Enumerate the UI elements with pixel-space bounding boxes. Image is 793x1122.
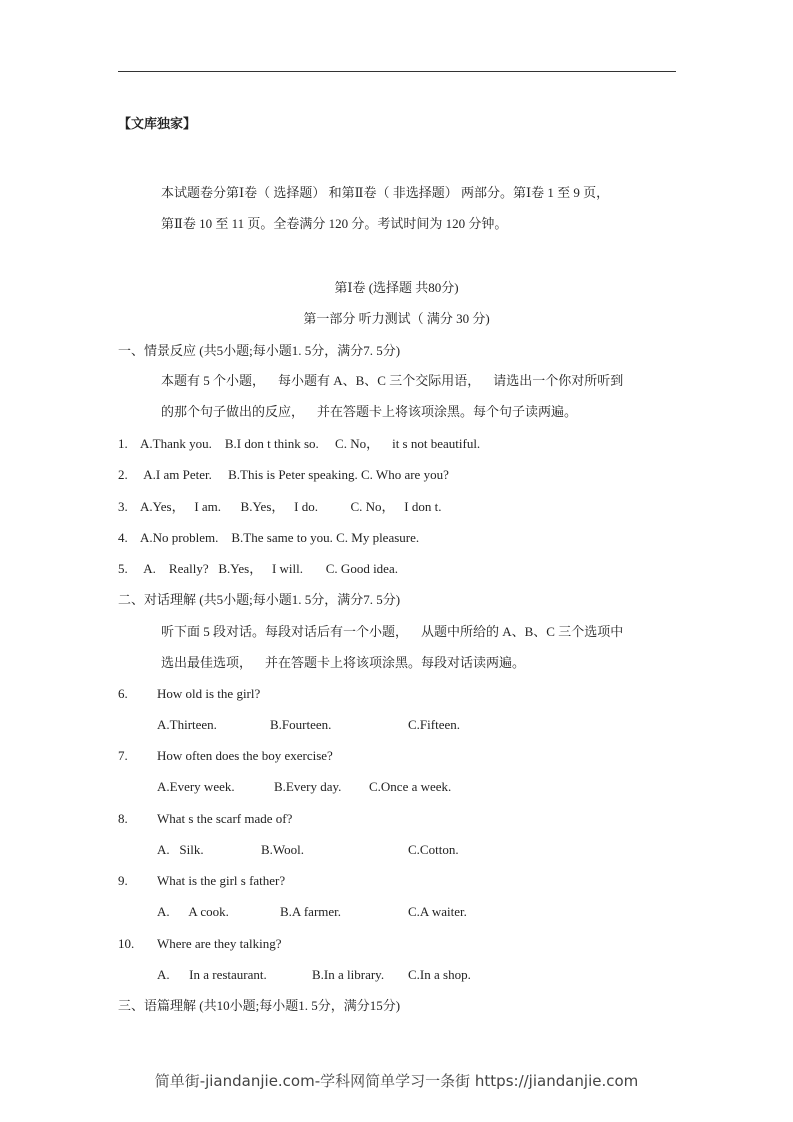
section-title: 一、情景反应 (共5小题;每小题1. 5分，满分7. 5分): [118, 343, 401, 358]
section-desc: 的那个句子做出的反应， 并在答题卡上将该项涂黑。每个句子读两遍。: [161, 404, 578, 419]
part-title: 第一部分 听力测试（ 满分 30 分): [303, 311, 490, 326]
question-text: Where are they talking?: [157, 936, 282, 951]
option-c: C.In a shop.: [408, 967, 471, 982]
question-text: What s the scarf made of?: [157, 811, 293, 826]
section-desc: 本题有 5 个小题， 每小题有 A、B、C 三个交际用语， 请选出一个你对所听到: [161, 373, 624, 388]
option-c: C.Fifteen.: [408, 717, 460, 732]
volume-title: 第Ⅰ卷 (选择题 共80分): [334, 280, 459, 295]
option-c: C.Once a week.: [369, 779, 452, 794]
question-number: 10.: [118, 936, 135, 951]
question-text: How old is the girl?: [157, 686, 261, 701]
section-title: 三、语篇理解 (共10小题;每小题1. 5分，满分15分): [118, 998, 401, 1013]
option-a: A.Thirteen.: [157, 717, 217, 732]
question-text: How often does the boy exercise?: [157, 748, 333, 763]
question-item: 1. A.Thank you. B.I don t think so. C. No， it s not beautiful.: [118, 436, 481, 451]
option-b: B.Wool.: [261, 842, 305, 857]
question-item: 2. A.I am Peter. B.This is Peter speaking. C. Who are you?: [118, 467, 449, 482]
option-a: A.Every week.: [157, 779, 235, 794]
question-item: 4. A.No problem. B.The same to you. C. My pleasure.: [118, 530, 420, 545]
header-rule: [118, 71, 676, 72]
option-a: A. Silk.: [157, 842, 204, 857]
section-desc: 选出最佳选项， 并在答题卡上将该项涂黑。每段对话读两遍。: [161, 655, 526, 670]
option-c: C.A waiter.: [408, 904, 467, 919]
tag-label: 【文库独家】: [118, 116, 197, 131]
question-item: 3. A.Yes， I am. B.Yes， I do. C. No， I don t.: [118, 499, 442, 514]
option-c: C.Cotton.: [408, 842, 459, 857]
question-text: What is the girl s father?: [157, 873, 286, 888]
section-desc: 听下面 5 段对话。每段对话后有一个小题， 从题中所给的 A、B、C 三个选项中: [161, 624, 624, 639]
section-title: 二、对话理解 (共5小题;每小题1. 5分，满分7. 5分): [118, 592, 401, 607]
footer-watermark: 简单街-jiandanjie.com-学科网简单学习一条街 https://jiandanjie.com: [154, 1072, 639, 1090]
option-a: A. A cook.: [157, 904, 229, 919]
question-number: 8.: [118, 811, 128, 826]
option-a: A. In a restaurant.: [157, 967, 267, 982]
question-number: 7.: [118, 748, 128, 763]
question-number: 9.: [118, 873, 128, 888]
intro-line: 本试题卷分第Ⅰ卷（ 选择题） 和第Ⅱ卷（ 非选择题） 两部分。第Ⅰ卷 1 至 9 页，: [161, 185, 610, 200]
question-item: 5. A. Really? B.Yes， I will. C. Good idea.: [118, 561, 398, 576]
question-number: 6.: [118, 686, 128, 701]
intro-line: 第Ⅱ卷 10 至 11 页。全卷满分 120 分。考试时间为 120 分钟。: [161, 216, 508, 231]
option-b: B.A farmer.: [280, 904, 342, 919]
option-b: B.Every day.: [274, 779, 342, 794]
option-b: B.Fourteen.: [270, 717, 332, 732]
option-b: B.In a library.: [312, 967, 385, 982]
